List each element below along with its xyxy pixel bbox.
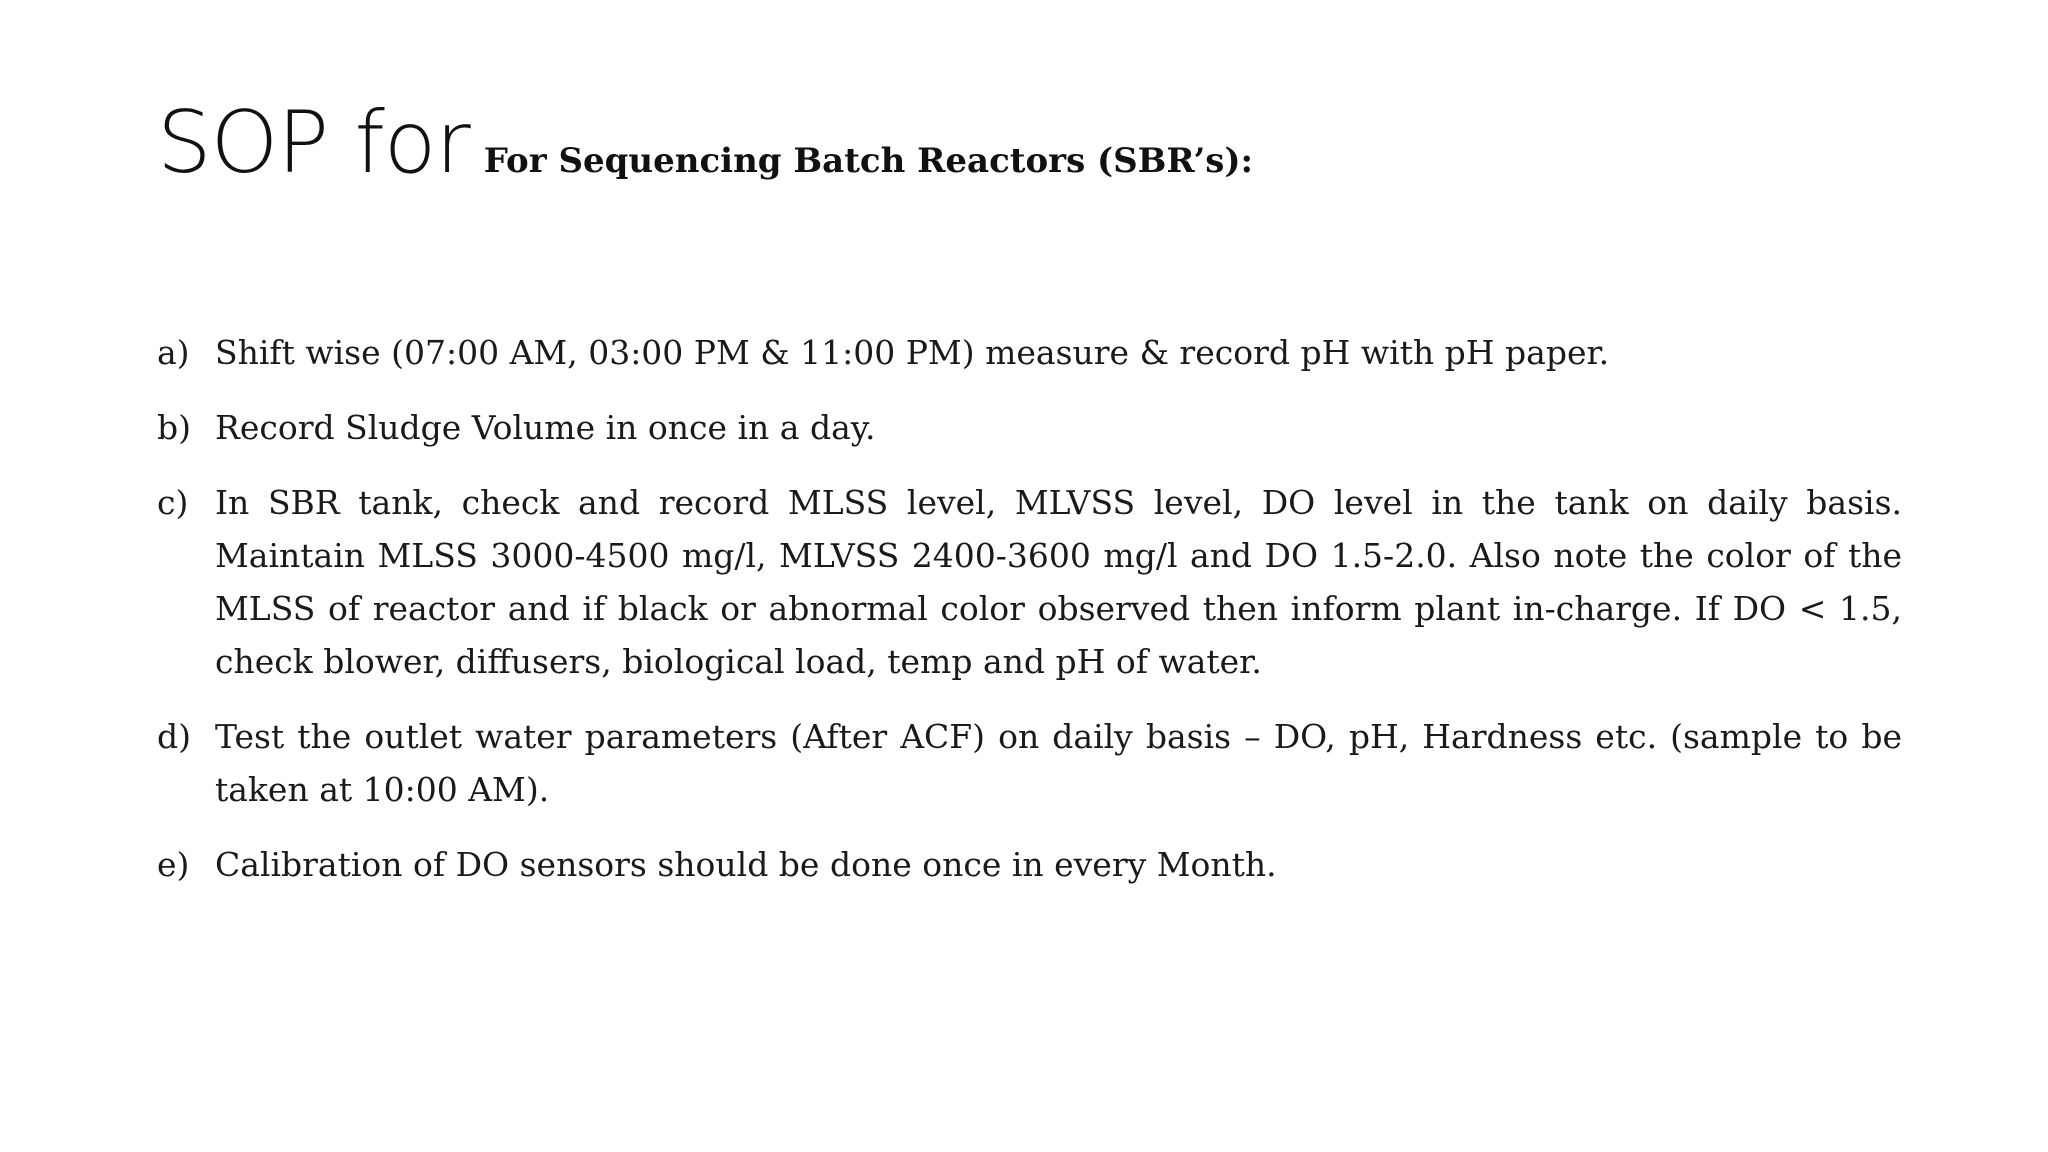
list-marker: a)	[157, 333, 190, 372]
list-item-text: Shift wise (07:00 AM, 03:00 PM & 11:00 PM) measure & record pH with pH paper.	[215, 333, 1610, 372]
list-item-text: Calibration of DO sensors should be done once in every Month.	[215, 845, 1277, 884]
slide-title	[157, 93, 1254, 193]
title-main: SOP for	[157, 93, 470, 193]
list-item-text: In SBR tank, check and record MLSS level, MLVSS level, DO level in the tank on daily basis. Maintain MLSS 3000-4500 mg/l, MLVSS 2400-3600 mg/l and DO 1.5-2.0. Also note the color of the MLSS of reactor and if black or abnormal color observed then inform plant in-charge. If DO < 1.5, check blower, diffusers, biological load, temp and pH of water.	[215, 483, 1902, 681]
list-item-text: Record Sludge Volume in once in a day.	[215, 408, 876, 447]
list-item-text: Test the outlet water parameters (After ACF) on daily basis – DO, pH, Hardness etc. (sample to be taken at 10:00 AM).	[215, 717, 1902, 809]
list-item	[157, 401, 1902, 454]
list-item	[157, 710, 1902, 816]
list-item	[157, 326, 1902, 379]
list-marker: e)	[157, 845, 190, 884]
sop-list	[157, 326, 1902, 913]
list-item	[157, 476, 1902, 688]
list-marker: d)	[157, 717, 191, 756]
list-item	[157, 838, 1902, 891]
title-subtitle: For Sequencing Batch Reactors (SBR’s):	[483, 141, 1254, 181]
list-marker: c)	[157, 483, 189, 522]
list-marker: b)	[157, 408, 191, 447]
